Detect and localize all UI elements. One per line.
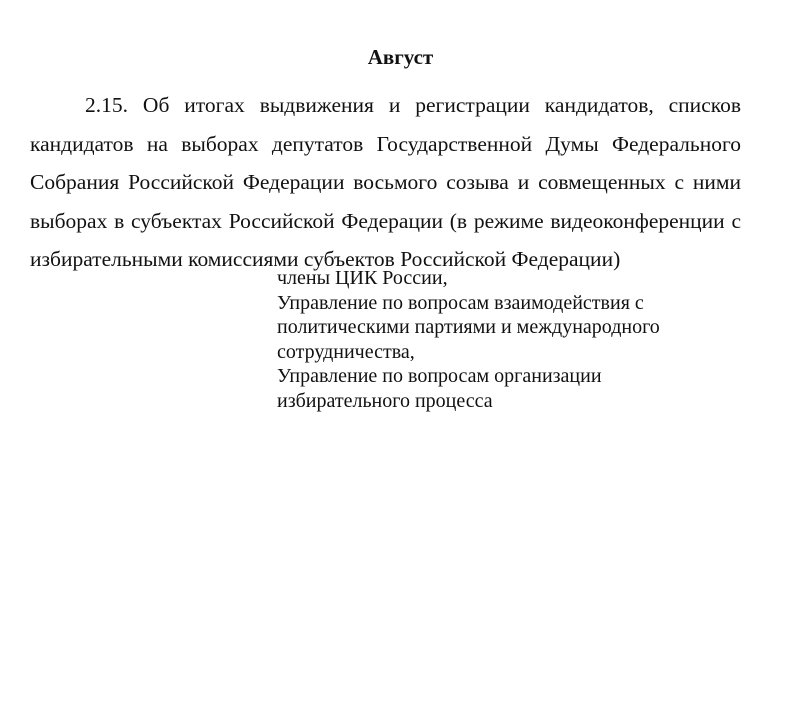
responsible-line: Управление по вопросам организации	[277, 365, 602, 387]
responsible-line: Управление по вопросам взаимодействия с	[277, 291, 644, 314]
paragraph-line: 2.15. Об итогах выдвижения и регистрации кандидатов, списков	[85, 93, 741, 117]
paragraph-line: избирательными комиссиями субъектов Российской Федерации)	[30, 247, 621, 271]
agenda-item-paragraph	[30, 86, 741, 279]
paragraph-line: Собрания Российской Федерации восьмого созыва и совмещенных с ними	[30, 170, 741, 194]
responsible-line: политическими партиями и международного	[277, 316, 660, 338]
month-heading: Август	[367, 45, 434, 69]
responsible-parties	[277, 266, 660, 413]
responsible-line: сотрудничества,	[277, 340, 415, 363]
responsible-line: избирательного процесса	[277, 389, 493, 412]
paragraph-line: выборах в субъектах Российской Федерации (в режиме видеоконференции с	[30, 208, 741, 233]
responsible-line: члены ЦИК России,	[277, 267, 448, 289]
paragraph-line: кандидатов на выборах депутатов Государственной Думы Федерального	[30, 131, 741, 156]
